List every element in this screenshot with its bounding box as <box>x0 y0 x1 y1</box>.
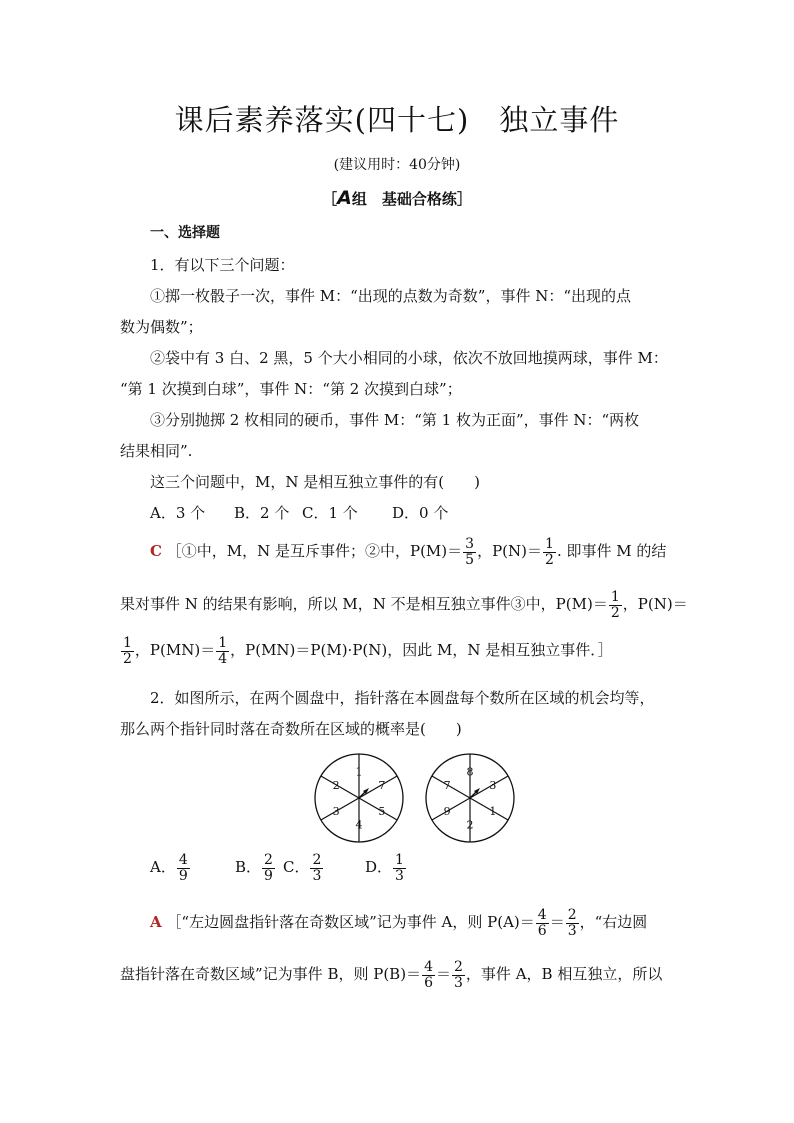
q2-solution-text: ，“右边圆 <box>579 913 648 932</box>
q1-answer: C <box>150 542 162 561</box>
q2-solution-text: 盘指针落在奇数区域”记为事件 B，则 P(B)＝ <box>120 965 422 984</box>
q1-solution-text: . 即事件 M 的结 <box>556 542 667 561</box>
group-label: 组 基础合格练 <box>351 190 457 208</box>
right-spinner-sector-label: 3 <box>489 778 497 792</box>
q2-solution-text: ［“左边圆盘指针落在奇数区域”记为事件 A，则 P(A)＝ <box>166 913 535 932</box>
numerator: 2 <box>312 852 322 868</box>
numerator: 2 <box>454 959 463 975</box>
denominator: 6 <box>537 922 547 939</box>
fraction-4-6 <box>422 960 435 990</box>
group-bracket-close: ］ <box>456 190 472 208</box>
q1-option-b: B．2 个 <box>234 504 290 522</box>
denominator: 9 <box>264 867 273 884</box>
q1-option-a: A．3 个 <box>150 504 206 522</box>
right-spinner-sector-label: 7 <box>443 778 451 792</box>
fraction-1-2 <box>543 537 556 567</box>
q1-item3-line2: 结果相同”. <box>120 442 193 460</box>
denominator: 4 <box>218 650 228 667</box>
option-letter: C． <box>283 858 310 877</box>
fraction-1-2 <box>609 590 622 620</box>
option-letter: A． <box>150 858 176 877</box>
right-spinner-sector-label: 1 <box>489 805 497 819</box>
left-spinner-sector-label: 3 <box>332 805 340 819</box>
page-title <box>0 98 794 139</box>
left-spinner-sector-label: 5 <box>378 805 386 819</box>
q1-option-d: D．0 个 <box>392 504 449 522</box>
denominator: 6 <box>424 974 433 991</box>
fraction-4-6 <box>536 908 549 938</box>
q1-solution-text: ，P(N)＝ <box>477 542 543 561</box>
title-topic: 独立事件 <box>499 103 620 137</box>
q2-option-d <box>365 852 407 884</box>
q1-solution-text: ，P(N)＝ <box>622 595 688 614</box>
fraction-1-3 <box>393 853 406 883</box>
numerator: 2 <box>567 907 577 923</box>
q1-item1-line1: ①掷一枚骰子一次，事件 M：“出现的点数为奇数”，事件 N：“出现的点 <box>150 287 632 305</box>
q1-item2-line2: “第 1 次摸到白球”，事件 N：“第 2 次摸到白球”； <box>120 380 462 398</box>
denominator: 9 <box>178 867 188 884</box>
q2-solution-line2 <box>120 960 662 990</box>
right-spinner-sector-label: 8 <box>466 765 474 779</box>
group-bracket-open: ［ <box>322 190 338 208</box>
numerator: 1 <box>545 536 554 552</box>
fraction-2-3 <box>452 960 465 990</box>
numerator: 3 <box>465 536 475 552</box>
fraction-2-3 <box>310 853 323 883</box>
denominator: 3 <box>454 974 463 991</box>
denominator: 5 <box>465 551 475 568</box>
q2-solution-text: ，事件 A，B 相互独立，所以 <box>465 965 663 984</box>
left-spinner <box>315 754 403 842</box>
q2-stem-line1: 2．如图所示，在两个圆盘中，指针落在本圆盘每个数所在区域的机会均等， <box>150 689 655 707</box>
q2-option-b <box>235 853 283 883</box>
suggested-time: (建议用时：40分钟) <box>333 157 461 173</box>
denominator: 3 <box>395 867 404 884</box>
fraction-1-2 <box>121 636 134 666</box>
q2-option-a <box>150 853 235 883</box>
option-letter: D． <box>365 858 393 877</box>
left-spinner-sector-label: 1 <box>355 765 363 779</box>
fraction-1-4 <box>216 636 229 666</box>
q1-item1-line2: 数为偶数”； <box>120 318 203 336</box>
left-spinner-sector-label: 7 <box>378 778 386 792</box>
right-spinner <box>426 754 514 842</box>
q1-options <box>150 502 448 523</box>
q1-solution-text: 果对事件 N 的结果有影响，所以 M，N 不是相互独立事件③中，P(M)＝ <box>120 595 608 614</box>
q1-question: 这三个问题中，M，N 是相互独立事件的有( ) <box>150 473 480 491</box>
q1-stem: 1．有以下三个问题： <box>150 256 295 274</box>
denominator: 2 <box>545 551 554 568</box>
section-title: 一、选择题 <box>150 225 220 241</box>
fraction-2-9 <box>262 853 275 883</box>
q1-solution-text: ［①中，M，N 是互斥事件；②中，P(M)＝ <box>166 542 463 561</box>
q2-answer: A <box>150 913 162 932</box>
numerator: 4 <box>178 852 188 868</box>
fraction-4-9 <box>177 853 190 883</box>
fraction-2-3 <box>566 908 579 938</box>
title-main: 课后素养落实(四十七) <box>174 103 470 137</box>
equals-sign: ＝ <box>435 965 451 984</box>
q2-stem-line2: 那么两个指针同时落在奇数所在区域的概率是( ) <box>120 720 462 738</box>
right-spinner-sector-label: 2 <box>466 818 474 832</box>
numerator: 1 <box>123 635 132 651</box>
denominator: 2 <box>123 650 132 667</box>
left-spinner-sector-label: 2 <box>332 778 340 792</box>
denominator: 3 <box>567 922 577 939</box>
numerator: 1 <box>218 635 228 651</box>
q1-item3-line1: ③分别抛掷 2 枚相同的硬币，事件 M：“第 1 枚为正面”，事件 N：“两枚 <box>150 411 640 429</box>
group-heading <box>0 187 794 209</box>
group-letter: A <box>337 187 352 209</box>
numerator: 4 <box>537 907 547 923</box>
denominator: 3 <box>312 867 322 884</box>
q1-solution-text: ，P(MN)＝ <box>134 641 216 660</box>
q1-solution-line3 <box>120 636 613 666</box>
left-spinner-sector-label: 4 <box>355 818 363 832</box>
numerator: 1 <box>610 589 620 605</box>
q2-options <box>150 853 407 883</box>
q2-solution-line1 <box>150 908 647 938</box>
numerator: 1 <box>395 852 404 868</box>
denominator: 2 <box>610 604 620 621</box>
option-letter: B． <box>235 858 262 877</box>
fraction-3-5 <box>463 537 476 567</box>
q1-solution-text: ，P(MN)＝P(M)·P(N)，因此 M，N 是相互独立事件．］ <box>230 641 613 660</box>
q1-solution-line2 <box>120 590 688 620</box>
spinner-figure <box>305 752 525 844</box>
equals-sign: ＝ <box>549 913 565 932</box>
q2-option-c <box>283 853 365 883</box>
numerator: 2 <box>264 852 273 868</box>
q1-item2-line1: ②袋中有 3 白、2 黑，5 个大小相同的小球，依次不放回地摸两球，事件 M： <box>150 349 668 367</box>
numerator: 4 <box>424 959 433 975</box>
right-spinner-sector-label: 9 <box>443 805 451 819</box>
q1-option-c: C．1 个 <box>302 504 358 522</box>
q1-solution-line1 <box>150 537 666 567</box>
